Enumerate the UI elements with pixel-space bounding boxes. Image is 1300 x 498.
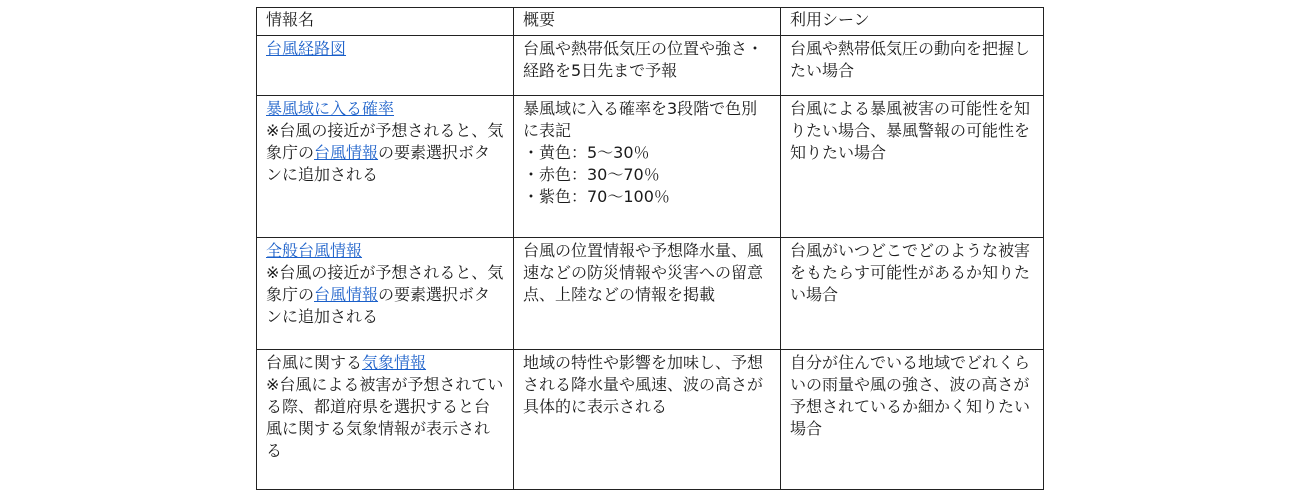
list-item: ・赤色：30〜70％ (523, 165, 660, 184)
note-text: の要素選択ボタンに追加される (266, 285, 491, 326)
typhoon-track-map-link[interactable]: 台風経路図 (266, 39, 347, 58)
storm-zone-probability-link[interactable]: 暴風域に入る確率 (266, 99, 395, 118)
table-row (257, 96, 1044, 238)
header-row (257, 8, 1044, 36)
cell-info-name (257, 238, 514, 350)
list-item: ・紫色：70〜100％ (523, 187, 670, 206)
typhoon-info-link[interactable]: 台風情報 (314, 285, 379, 304)
header-info-name: 情報名 (257, 8, 514, 36)
cell-summary: 地域の特性や影響を加味し、予想される降水量や風速、波の高さが具体的に表示される (514, 350, 781, 490)
cell-summary (514, 96, 781, 238)
name-prefix: 台風に関する (266, 353, 363, 372)
note-text: の要素選択ボタンに追加される (266, 143, 491, 184)
header-usage-scene: 利用シーン (781, 8, 1044, 36)
general-typhoon-info-link[interactable]: 全般台風情報 (266, 241, 363, 260)
cell-usage: 台風や熱帯低気圧の動向を把握したい場合 (781, 36, 1044, 96)
table-row (257, 36, 1044, 96)
list-item: ・黄色：5〜30％ (523, 143, 650, 162)
header-summary: 概要 (514, 8, 781, 36)
cell-info-name (257, 350, 514, 490)
cell-summary: 台風や熱帯低気圧の位置や強さ・経路を5日先まで予報 (514, 36, 781, 96)
cell-usage: 自分が住んでいる地域でどれくらいの雨量や風の強さ、波の高さが予想されているか細かく知りたい場合 (781, 350, 1044, 490)
cell-usage: 台風による暴風被害の可能性を知りたい場合、暴風警報の可能性を知りたい場合 (781, 96, 1044, 238)
table-row (257, 350, 1044, 490)
cell-info-name (257, 36, 514, 96)
cell-summary: 台風の位置情報や予想降水量、風速などの防災情報や災害への留意点、上陸などの情報を掲載 (514, 238, 781, 350)
note-text: ※台風の接近が予想されると、気象庁の (266, 121, 504, 162)
weather-info-link[interactable]: 気象情報 (362, 353, 427, 372)
cell-info-name (257, 96, 514, 238)
note-text: ※台風による被害が予想されている際、都道府県を選択すると台風に関する気象情報が表示される (266, 375, 504, 460)
cell-usage: 台風がいつどこでどのような被害をもたらす可能性があるか知りたい場合 (781, 238, 1044, 350)
table-row (257, 238, 1044, 350)
summary-text: 暴風域に入る確率を3段階で色別に表記 (523, 99, 758, 140)
typhoon-info-link[interactable]: 台風情報 (314, 143, 379, 162)
typhoon-info-table (256, 7, 1044, 490)
note-text: ※台風の接近が予想されると、気象庁の (266, 263, 504, 304)
